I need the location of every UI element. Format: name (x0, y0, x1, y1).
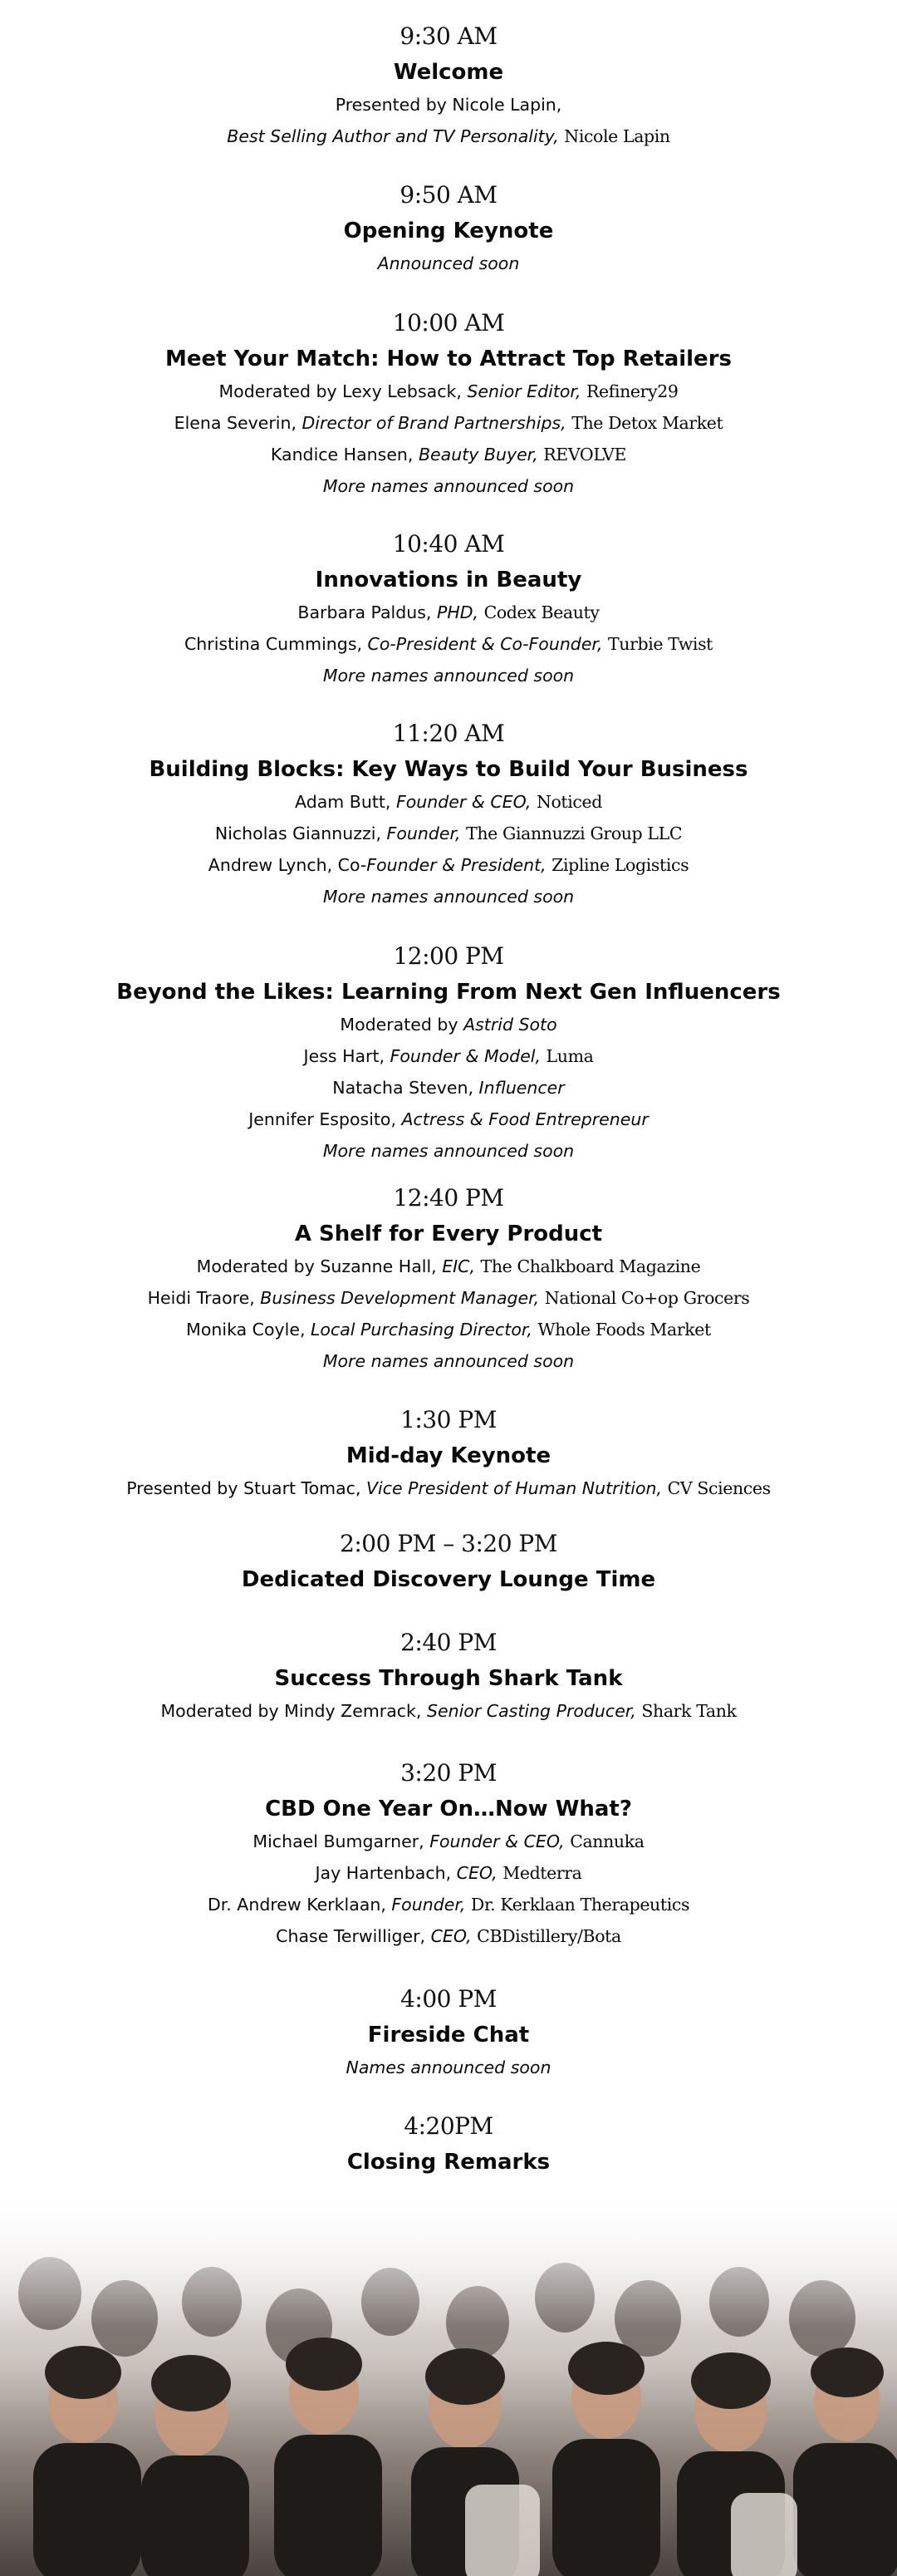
speaker-org: Codex Beauty (483, 602, 600, 622)
session (0, 1402, 897, 1504)
speaker-role: Founder, (386, 823, 467, 843)
session-title: Welcome (393, 60, 504, 85)
speaker-org: Refinery29 (586, 381, 679, 401)
session (0, 715, 897, 912)
speaker-role: Founder, (391, 1895, 471, 1915)
speaker-line (0, 1695, 897, 1727)
speaker-line (0, 2052, 897, 2083)
speaker-role: More names announced soon (322, 476, 575, 496)
speaker-org: Noticed (536, 792, 602, 812)
speaker-role: Founder & CEO, (429, 1831, 571, 1851)
speaker-name: Presented by Nicole Lapin, (335, 95, 562, 115)
speaker-role: PHD, (436, 602, 484, 622)
speaker-name: Jay Hartenbach, (315, 1863, 457, 1883)
speaker-line (0, 1040, 897, 1072)
speaker-org: The Giannuzzi Group LLC (466, 823, 683, 843)
speaker-role: Beauty Buyer, (418, 445, 544, 465)
session (0, 938, 897, 1167)
speaker-role: More names announced soon (322, 887, 575, 907)
speaker-line (0, 1920, 897, 1952)
speaker-role: More names announced soon (322, 1141, 575, 1161)
speaker-line (0, 248, 897, 279)
speaker-org: Shark Tank (641, 1701, 737, 1721)
speaker-name: Moderated by Mindy Zemrack, (160, 1701, 427, 1721)
session-time: 10:40 AM (392, 530, 505, 558)
session (0, 305, 897, 502)
speaker-org: Whole Foods Market (537, 1320, 711, 1340)
speaker-org: Cannuka (570, 1831, 645, 1851)
speaker-role: EIC, (442, 1256, 481, 1276)
speaker-name: Jess Hart, (303, 1046, 390, 1066)
speaker-org: REVOLVE (543, 445, 627, 465)
speaker-org: National Co+op Grocers (544, 1288, 750, 1308)
session-title: Opening Keynote (343, 219, 554, 243)
speaker-line (0, 439, 897, 470)
speaker-role: Names announced soon (346, 2057, 551, 2077)
speaker-role: Founder & Model, (390, 1046, 547, 1066)
speaker-name: Monika Coyle, (186, 1320, 311, 1340)
speaker-role: Business Development Manager, (260, 1288, 545, 1308)
speaker-line (0, 628, 897, 660)
speaker-name: Moderated by Lexy Lebsack, (218, 381, 468, 401)
session (0, 1180, 897, 1377)
speaker-role: Co-President & Co-Founder, (367, 634, 609, 654)
speaker-line (0, 1345, 897, 1377)
speaker-name: Andrew Lynch, Co- (208, 855, 367, 875)
session-title: Success Through Shark Tank (274, 1666, 623, 1691)
session (0, 526, 897, 691)
speaker-org: CBDistillery/Bota (477, 1926, 621, 1946)
session-time: 2:00 PM – 3:20 PM (340, 1530, 557, 1557)
speaker-name: Dr. Andrew Kerklaan, (207, 1895, 392, 1915)
session-time: 12:40 PM (393, 1184, 504, 1212)
session (0, 1981, 897, 2083)
session-time: 9:50 AM (399, 181, 498, 209)
speaker-name: Jennifer Esposito, (248, 1109, 402, 1129)
speaker-role: Founder & CEO, (395, 792, 537, 812)
speaker-line (0, 1072, 897, 1104)
session-time: 10:00 AM (392, 309, 505, 337)
speaker-name: Elena Severin, (174, 413, 302, 433)
session-time: 4:00 PM (400, 1985, 497, 2013)
speaker-role: Local Purchasing Director, (311, 1320, 538, 1340)
speaker-line (0, 376, 897, 407)
speaker-line (0, 470, 897, 502)
speaker-line (0, 1314, 897, 1345)
speaker-role: Announced soon (377, 253, 520, 273)
speaker-name: Adam Butt, (295, 792, 396, 812)
speaker-role: CEO, (430, 1926, 478, 1946)
speaker-line (0, 660, 897, 691)
speaker-name: Chase Terwilliger, (276, 1926, 431, 1946)
speaker-role: Influencer (478, 1078, 565, 1098)
session-title: A Shelf for Every Product (294, 1222, 603, 1246)
session-time: 11:20 AM (392, 720, 505, 747)
speaker-line (0, 881, 897, 912)
session-time: 12:00 PM (393, 942, 504, 970)
speaker-line (0, 786, 897, 818)
session-title: Closing Remarks (346, 2150, 551, 2175)
session-title: Fireside Chat (367, 2023, 530, 2048)
session-title: Beyond the Likes: Learning From Next Gen Influencers (116, 980, 781, 1005)
speaker-name: Moderated by (340, 1015, 464, 1035)
session-title: CBD One Year On…Now What? (265, 1797, 632, 1821)
speaker-name: Michael Bumgarner, (252, 1831, 430, 1851)
audience-photo (0, 2194, 897, 2576)
speaker-line (0, 120, 897, 152)
speaker-role: More names announced soon (322, 666, 575, 686)
speaker-role: More names announced soon (322, 1351, 575, 1371)
session-time: 2:40 PM (400, 1629, 497, 1656)
speaker-name: Barbara Paldus, (297, 602, 437, 622)
speaker-role: CEO, (456, 1863, 503, 1883)
speaker-org: The Detox Market (571, 413, 723, 433)
speaker-name: Nicholas Giannuzzi, (214, 823, 387, 843)
speaker-line (0, 597, 897, 628)
session (0, 1526, 897, 1596)
speaker-org: Medterra (502, 1863, 582, 1883)
session (0, 1755, 897, 1952)
speaker-line (0, 1472, 897, 1504)
speaker-org: Nicole Lapin (564, 126, 670, 146)
speaker-role: Director of Brand Partnerships, (301, 413, 572, 433)
session (0, 2108, 897, 2179)
session (0, 18, 897, 152)
speaker-name: Presented by Stuart Tomac, (126, 1478, 366, 1498)
speaker-org: CV Sciences (667, 1478, 771, 1498)
speaker-role: Actress & Food Entrepreneur (401, 1109, 649, 1129)
speaker-line (0, 407, 897, 439)
session-title: Building Blocks: Key Ways to Build Your Business (149, 757, 748, 782)
speaker-org: Luma (546, 1046, 594, 1066)
speaker-line (0, 1282, 897, 1314)
speaker-name: Natacha Steven, (332, 1078, 479, 1098)
speaker-line (0, 1889, 897, 1920)
speaker-org: Zipline Logistics (551, 855, 689, 875)
speaker-name: Moderated by Suzanne Hall, (196, 1256, 443, 1276)
speaker-line (0, 1009, 897, 1040)
speaker-line (0, 1826, 897, 1857)
session-time: 1:30 PM (400, 1406, 497, 1433)
speaker-line (0, 89, 897, 120)
speaker-org: The Chalkboard Magazine (480, 1256, 701, 1276)
session-time: 3:20 PM (400, 1759, 497, 1787)
speaker-role: Senior Editor, (467, 381, 586, 401)
speaker-line (0, 1135, 897, 1167)
speaker-line (0, 1251, 897, 1282)
session (0, 1625, 897, 1727)
speaker-line (0, 818, 897, 849)
speaker-role: Founder & President, (366, 855, 552, 875)
speaker-role: Vice President of Human Nutrition, (365, 1478, 668, 1498)
speaker-name: Christina Cummings, (184, 634, 368, 654)
speaker-role: Astrid Soto (463, 1015, 557, 1035)
session (0, 177, 897, 279)
speaker-org: Dr. Kerklaan Therapeutics (470, 1895, 690, 1915)
session-time: 4:20PM (404, 2112, 493, 2140)
session-time: 9:30 AM (399, 22, 498, 50)
session-title: Innovations in Beauty (315, 568, 582, 592)
session-title: Dedicated Discovery Lounge Time (241, 1567, 656, 1592)
speaker-org: Turbie Twist (608, 634, 713, 654)
speaker-name: Heidi Traore, (147, 1288, 261, 1308)
photo-fade (0, 2194, 897, 2327)
speaker-line (0, 1857, 897, 1889)
speaker-role: Senior Casting Producer, (426, 1701, 642, 1721)
speaker-role: Best Selling Author and TV Personality, (227, 126, 565, 146)
session-title: Mid-day Keynote (346, 1443, 551, 1468)
speaker-line (0, 1104, 897, 1135)
speaker-line (0, 849, 897, 881)
speaker-name: Kandice Hansen, (270, 445, 419, 465)
session-title: Meet Your Match: How to Attract Top Retailers (165, 347, 732, 371)
